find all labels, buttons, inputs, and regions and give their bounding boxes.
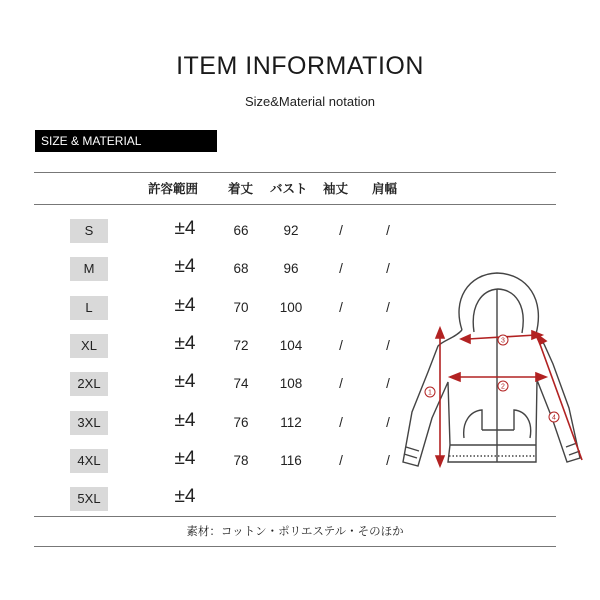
size-label: 2XL [70, 372, 108, 396]
length-cell: 72 [233, 338, 249, 353]
sleeve-cell: / [339, 223, 343, 238]
shoulder-cell: / [386, 453, 390, 468]
header-tolerance: 許容範囲 [148, 181, 199, 196]
size-label: 3XL [70, 411, 108, 435]
size-label: S [70, 219, 108, 243]
length-cell: 70 [233, 300, 249, 315]
shoulder-cell: / [386, 376, 390, 391]
tolerance-cell: ±4 [174, 371, 196, 392]
size-label: M [70, 257, 108, 281]
sleeve-cell: / [339, 300, 343, 315]
tolerance-cell: ±4 [174, 218, 196, 239]
header-length: 着丈 [228, 181, 254, 196]
shoulder-cell: / [386, 300, 390, 315]
page-subtitle: Size&Material notation [244, 94, 376, 109]
tolerance-cell: ±4 [174, 486, 196, 507]
sleeve-cell: / [339, 376, 343, 391]
material-note: 素材：コットン・ポリエステル・そのほか [186, 524, 404, 538]
hoodie-diagram [400, 268, 590, 480]
page-title: ITEM INFORMATION [176, 52, 424, 80]
tolerance-cell: ±4 [174, 448, 196, 469]
marker-3: 3 [501, 337, 505, 345]
hoodie-outline [403, 273, 580, 466]
sleeve-cell: / [339, 261, 343, 276]
sleeve-cell: / [339, 453, 343, 468]
bust-cell: 96 [283, 261, 299, 276]
size-label: 5XL [70, 487, 108, 511]
sleeve-cell: / [339, 415, 343, 430]
length-cell: 68 [233, 261, 249, 276]
footer-bottom-rule [34, 546, 556, 547]
shoulder-cell: / [386, 415, 390, 430]
header-rule [34, 204, 556, 205]
tolerance-cell: ±4 [174, 295, 196, 316]
shoulder-cell: / [386, 223, 390, 238]
header-sleeve: 袖丈 [323, 181, 349, 196]
shoulder-cell: / [386, 338, 390, 353]
length-cell: 74 [233, 376, 249, 391]
tolerance-cell: ±4 [174, 256, 196, 277]
marker-1: 1 [428, 389, 432, 397]
bust-cell: 112 [280, 415, 302, 430]
length-cell: 76 [233, 415, 249, 430]
size-label: L [70, 296, 108, 320]
tolerance-cell: ±4 [174, 333, 196, 354]
section-label: SIZE & MATERIAL [35, 130, 217, 152]
bust-cell: 92 [283, 223, 299, 238]
marker-2: 2 [501, 383, 505, 391]
bust-cell: 100 [279, 300, 303, 315]
table-top-rule [34, 172, 556, 173]
bust-cell: 108 [279, 376, 303, 391]
bust-cell: 116 [280, 453, 302, 468]
header-shoulder: 肩幅 [372, 181, 398, 196]
size-label: XL [70, 334, 108, 358]
length-cell: 66 [233, 223, 249, 238]
footer-top-rule [34, 516, 556, 517]
header-bust: バスト [270, 181, 308, 196]
marker-4: 4 [552, 414, 556, 422]
bust-cell: 104 [279, 338, 303, 353]
size-label: 4XL [70, 449, 108, 473]
length-cell: 78 [233, 453, 249, 468]
sleeve-cell: / [339, 338, 343, 353]
tolerance-cell: ±4 [174, 410, 196, 431]
shoulder-cell: / [386, 261, 390, 276]
